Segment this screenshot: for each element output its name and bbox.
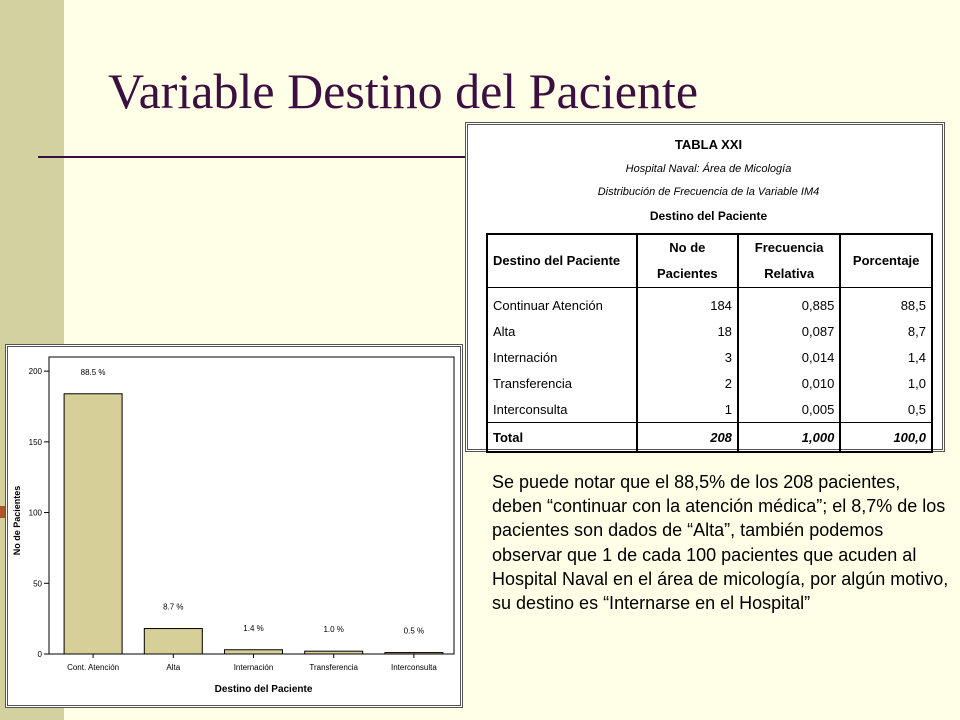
bar-data-label: 1.4 % [243, 623, 264, 633]
table-row [487, 396, 932, 423]
y-tick-label: 50 [33, 579, 42, 589]
table-row [487, 344, 932, 370]
frequency-table-panel [465, 122, 945, 452]
bar-data-label: 0.5 % [403, 626, 425, 636]
cell-frec: 0,005 [738, 396, 840, 423]
cell-pct: 0,5 [840, 396, 932, 423]
frequency-table [486, 233, 933, 453]
x-axis-title: Destino del Paciente [214, 684, 313, 695]
explanation-text: Se puede notar que el 88,5% de los 208 pacientes, deben “continuar con la atención médica”; el 8,7% de los pacientes son dados de “Alta”, también podemos observar que 1 de cada 100 pacientes que acuden al Hospital Naval en el área de micología, por algún motivo, su destino es “Internarse en el Hospital” [492, 472, 949, 614]
slide-title: Variable Destino del Paciente [108, 63, 699, 119]
table-caption: TABLA XXI [674, 137, 743, 152]
column-header: Porcentaje [840, 234, 932, 288]
y-tick-label: 0 [37, 650, 42, 659]
cell-n: 18 [637, 318, 738, 344]
cell-total-pct: 100,0 [840, 423, 932, 453]
cell-total-label: Total [487, 423, 637, 453]
cell-n: 184 [637, 288, 738, 319]
column-header: No de Pacientes [637, 234, 738, 288]
y-tick-label: 150 [28, 437, 42, 447]
x-tick-label: Interconsulta [390, 663, 437, 672]
column-header: Destino del Paciente [487, 234, 637, 288]
bar-data-label: 88.5 % [80, 367, 106, 377]
cell-n: 2 [637, 370, 738, 396]
table-subtitle: Distribución de Frecuencia de la Variable IM4 [597, 186, 820, 198]
table-row [487, 370, 932, 396]
x-tick-label: Cont. Atención [67, 663, 120, 672]
bar [305, 651, 363, 654]
cell-total-frec: 1,000 [738, 423, 840, 453]
table-row [487, 288, 932, 319]
table-header-block [486, 132, 931, 228]
table-variable-title: Destino del Paciente [649, 209, 768, 223]
title-underline [38, 156, 466, 158]
table-institution: Hospital Naval: Área de Micología [625, 163, 792, 175]
y-tick-label: 200 [28, 367, 42, 377]
bar-data-label: 1.0 % [323, 625, 344, 635]
x-tick-label: Internación [233, 663, 274, 672]
bar-chart-panel [5, 344, 463, 708]
cell-frec: 0,014 [738, 344, 840, 370]
cell-destino: Alta [487, 318, 637, 344]
bar-chart [8, 347, 460, 705]
cell-frec: 0,010 [738, 370, 840, 396]
y-tick-label: 100 [28, 508, 42, 518]
cell-destino: Transferencia [487, 370, 637, 396]
cell-n: 3 [637, 344, 738, 370]
table-row [487, 318, 932, 344]
cell-pct: 88,5 [840, 288, 932, 319]
column-header: Frecuencia Relativa [738, 234, 840, 288]
cell-destino: Continuar Atención [487, 288, 637, 319]
cell-total-n: 208 [637, 423, 738, 453]
bar [64, 394, 122, 654]
bar [225, 650, 283, 654]
y-axis-title: No de Pacientes [12, 485, 22, 556]
cell-pct: 1,0 [840, 370, 932, 396]
table-total-row [487, 423, 932, 453]
cell-pct: 1,4 [840, 344, 932, 370]
cell-destino: Internación [487, 344, 637, 370]
table-header-row [487, 234, 932, 288]
bar [144, 629, 202, 654]
x-tick-label: Alta [166, 663, 181, 672]
bar [385, 653, 443, 654]
x-tick-label: Transferencia [309, 663, 359, 672]
cell-n: 1 [637, 396, 738, 423]
cell-frec: 0,885 [738, 288, 840, 319]
cell-destino: Interconsulta [487, 396, 637, 423]
cell-frec: 0,087 [738, 318, 840, 344]
bar-data-label: 8.7 % [163, 602, 184, 612]
cell-pct: 8,7 [840, 318, 932, 344]
